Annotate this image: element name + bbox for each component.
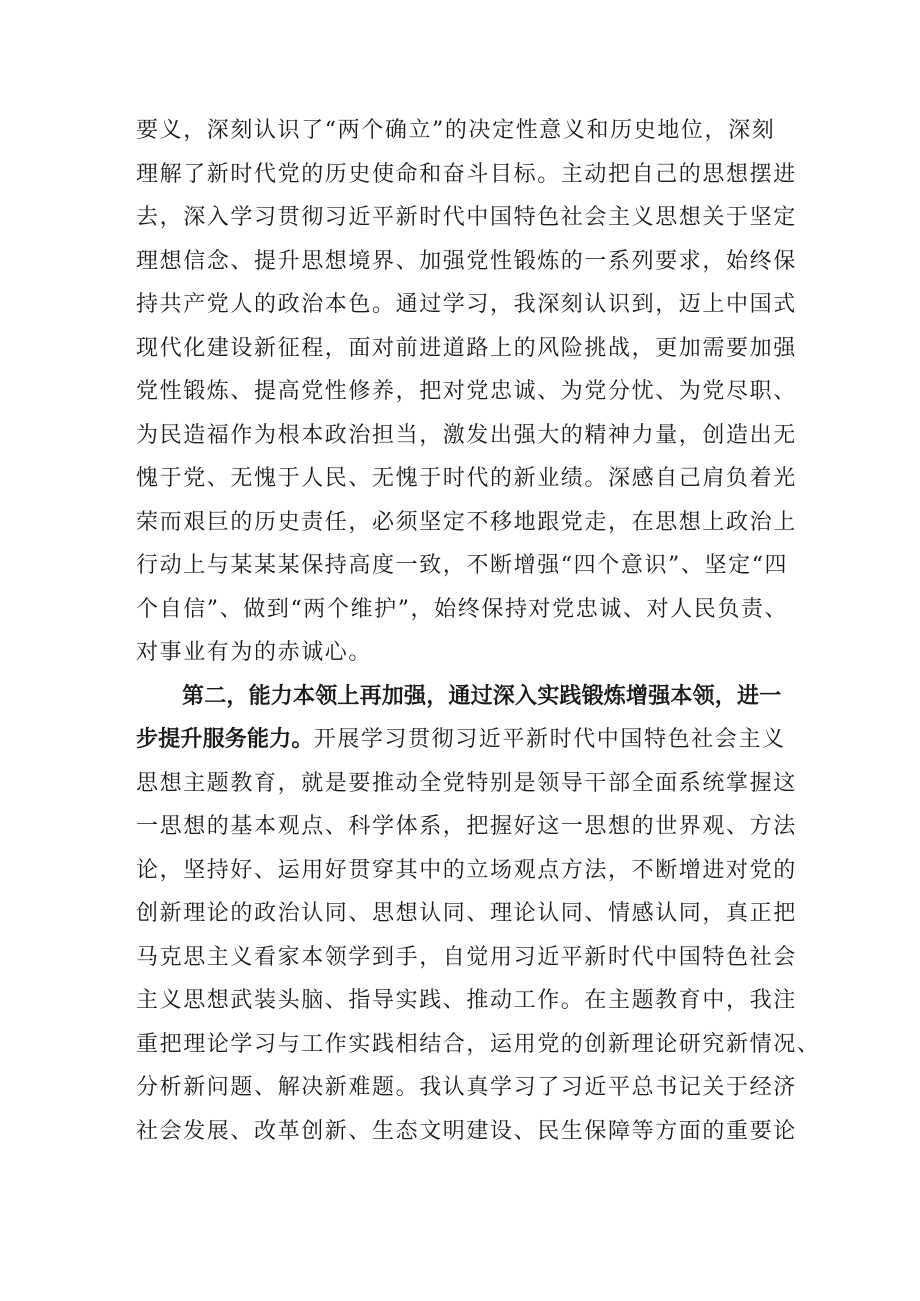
paragraph-line: 愧于党、无愧于人民、无愧于时代的新业绩。深感自己肩负着光 [136, 466, 797, 491]
section-heading-line: 第二，能力本领上再加强，通过深入实践锻炼增强本领，进一 [182, 684, 782, 709]
paragraph-line: 一思想的基本观点、科学体系，把握好这一思想的世界观、方法 [136, 814, 797, 839]
section-heading-tail: 步提升服务能力。 [136, 727, 314, 752]
paragraph-line: 现代化建设新征程，面对前进道路上的风险挑战，更加需要加强 [136, 336, 797, 361]
paragraph-line: 理想信念、提升思想境界、加强党性锻炼的一系列要求，始终保 [136, 249, 797, 274]
paragraph-line: 论，坚持好、运用好贯穿其中的立场观点方法，不断增进对党的 [136, 858, 797, 883]
paragraph-line: 创新理论的政治认同、思想认同、理论认同、情感认同，真正把 [136, 901, 797, 926]
paragraph-line: 要义，深刻认识了“两个确立”的决定性意义和历史地位，深刻 [136, 118, 776, 143]
paragraph-line: 为民造福作为根本政治担当，激发出强大的精神力量，创造出无 [136, 423, 797, 448]
paragraph-line: 分析新问题、解决新难题。我认真学习了习近平总书记关于经济 [136, 1075, 797, 1100]
paragraph-line: 主义思想武装头脑、指导实践、推动工作。在主题教育中，我注 [136, 988, 797, 1013]
paragraph-line: 荣而艰巨的历史责任，必须坚定不移地跟党走，在思想上政治上 [136, 510, 797, 535]
paragraph-line: 社会发展、改革创新、生态文明建设、民生保障等方面的重要论 [136, 1119, 797, 1144]
paragraph-line: 重把理论学习与工作实践相结合，运用党的创新理论研究新情况、 [136, 1032, 821, 1057]
paragraph-line: 去，深入学习贯彻习近平新时代中国特色社会主义思想关于坚定 [136, 205, 797, 230]
paragraph-line: 行动上与某某某保持高度一致，不断增强“四个意识”、坚定“四 [136, 553, 789, 578]
paragraph-line: 理解了新时代党的历史使命和奋斗目标。主动把自己的思想摆进 [136, 162, 797, 187]
paragraph-line: 党性锻炼、提高党性修养，把对党忠诚、为党分忧、为党尽职、 [136, 379, 797, 404]
paragraph-text: 开展学习贯彻习近平新时代中国特色社会主义 [313, 727, 786, 752]
paragraph-line [136, 725, 786, 755]
paragraph-line: 马克思主义看家本领学到手，自觉用习近平新时代中国特色社会 [136, 945, 797, 970]
paragraph-line: 持共产党人的政治本色。通过学习，我深刻认识到，迈上中国式 [136, 292, 797, 317]
paragraph-line: 思想主题教育，就是要推动全党特别是领导干部全面系统掌握这 [136, 771, 797, 796]
paragraph-line: 对事业有为的赤诚心。 [136, 640, 373, 665]
paragraph-line: 个自信”、做到“两个维护”，始终保持对党忠诚、对人民负责、 [136, 597, 789, 622]
